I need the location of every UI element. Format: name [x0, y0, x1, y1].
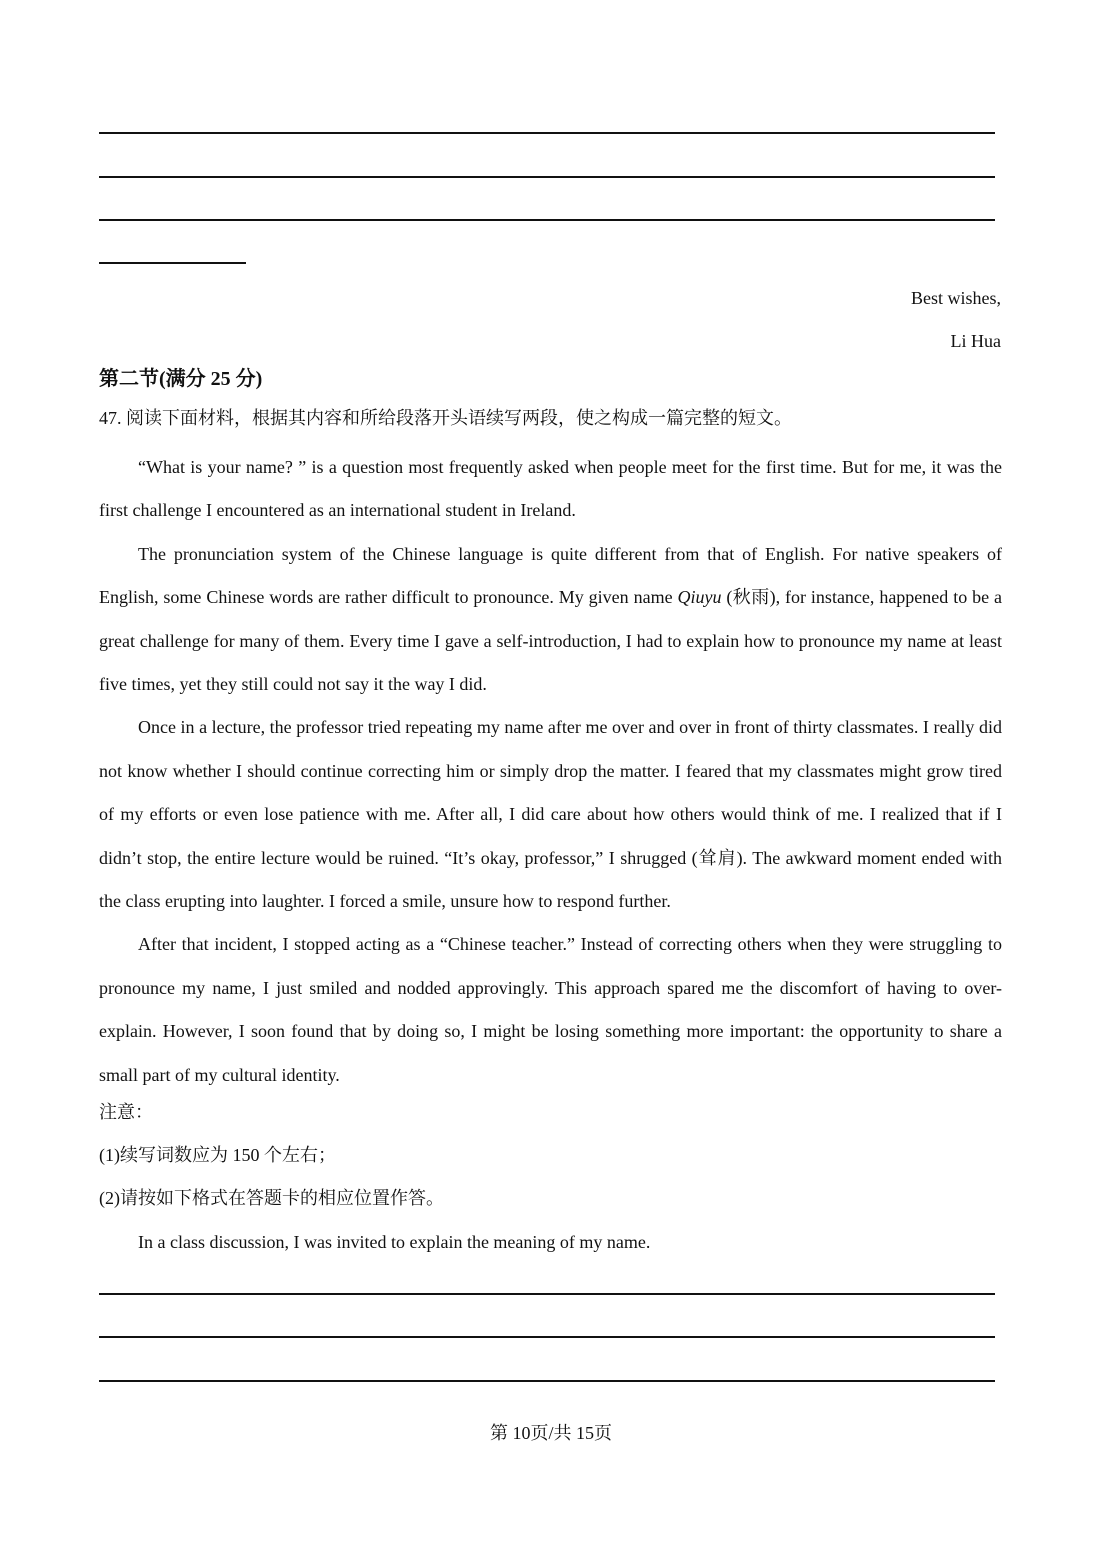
answer-line[interactable]	[99, 1336, 995, 1338]
passage-paragraph-1: “What is your name? ” is a question most frequently asked when people meet for the first time. But for me, it was the first challenge I encountered as an international student in Ireland.	[99, 457, 1002, 521]
letter-salutation: Best wishes,	[911, 288, 1001, 308]
note-item-1: (1)续写词数应为 150 个左右；	[99, 1145, 336, 1165]
section-heading: 第二节(满分 25 分)	[99, 368, 263, 390]
passage-paragraph-3: Once in a lecture, the professor tried repeating my name after me over and over in front of thirty classmates. I really did not know whether I should continue correcting him or simply drop the matter. I feared that my classmates might grow tired of my efforts or even lose patience with me. After all, I did care about how others would think of me. I realized that if I didn’t stop, the entire lecture would be ruined. “It’s okay, professor,” I shrugged (耸肩). The awkward moment ended with the class erupting into laughter. I forced a smile, unsure how to respond further.	[99, 717, 1002, 912]
answer-line-short[interactable]	[99, 262, 246, 264]
passage-paragraph-2-text-a: The pronunciation system of the Chinese language is quite different from that of English. For native speakers of English, some Chinese words are rather difficult to pronounce. My given name	[99, 543, 1002, 608]
given-name-qiuyu: Qiuyu	[677, 587, 722, 608]
passage-paragraph-2-text-b: (秋雨), for instance, happened to be a great challenge for many of them. Every time I gave a self-introduction, I had to explain how to pronounce my name at least five times, yet they still could not say it the way I did.	[99, 587, 1003, 695]
continuation-prompt: In a class discussion, I was invited to explain the meaning of my name.	[138, 1232, 651, 1252]
notes-label: 注意：	[99, 1102, 153, 1122]
answer-line[interactable]	[99, 1293, 995, 1295]
answer-line[interactable]	[99, 176, 995, 178]
answer-line[interactable]	[99, 219, 995, 221]
question-stem: 47. 阅读下面材料，根据其内容和所给段落开头语续写两段，使之构成一篇完整的短文。	[99, 408, 792, 428]
passage-paragraph-2	[99, 533, 1002, 707]
answer-line[interactable]	[99, 1380, 995, 1382]
letter-signature: Li Hua	[950, 331, 1001, 351]
passage-paragraph-4: After that incident, I stopped acting as a “Chinese teacher.” Instead of correcting others when they were struggling to pronounce my name, I just smiled and nodded approvingly. This approach spared me the discomfort of having to over-explain. However, I soon found that by doing so, I might be losing something more important: the opportunity to share a small part of my cultural identity.	[99, 934, 1002, 1085]
page-indicator: 第 10页/共 15页	[489, 1423, 612, 1443]
note-item-2: (2)请按如下格式在答题卡的相应位置作答。	[99, 1188, 444, 1208]
reading-passage	[99, 446, 1002, 1097]
answer-line[interactable]	[99, 132, 995, 134]
